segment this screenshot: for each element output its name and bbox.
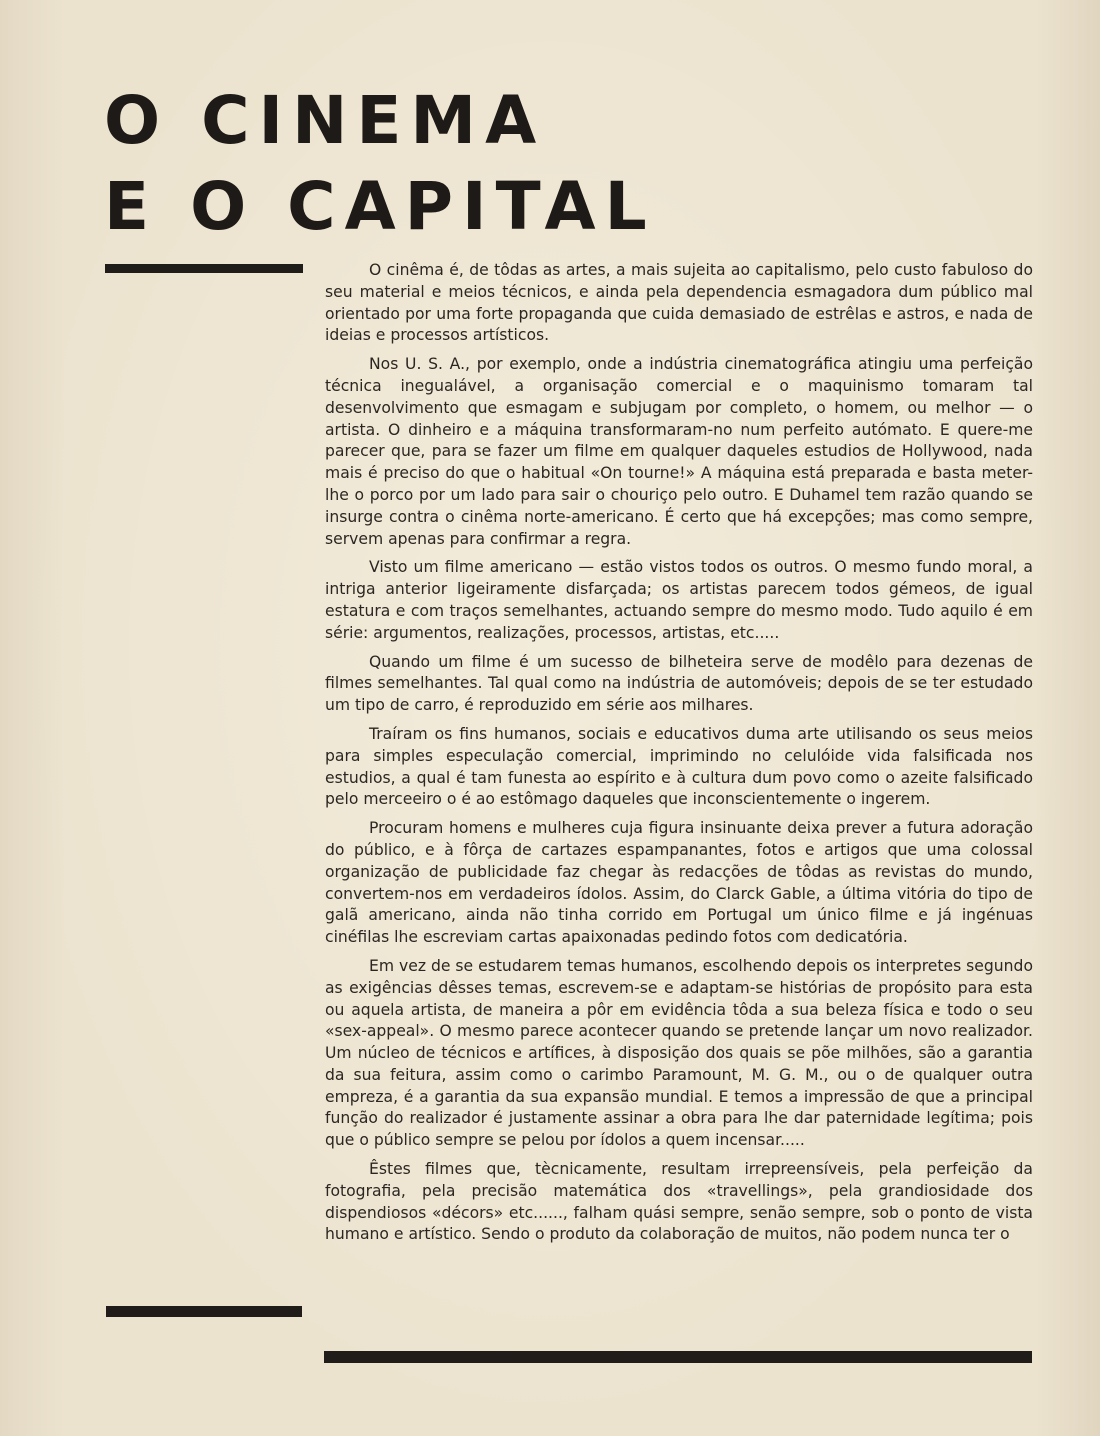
bottom-left-rule (106, 1306, 302, 1317)
paragraph: Quando um filme é um sucesso de bilheteira serve de modêlo para dezenas de filmes semelhantes. Tal qual como na indústria de automóveis; depois de se ter estudado um tipo de carro, é reproduzido em série aos milhares. (325, 652, 1033, 715)
bottom-rule (324, 1351, 1032, 1363)
article-body (325, 260, 1033, 1326)
paragraph: Traíram os fins humanos, sociais e educativos duma arte utilisando os seus meios para simples especulação comercial, imprimindo no celulóide vida falsificada nos estudios, a qual é tam funesta ao espírito e à cultura dum povo como o azeite falsificado pelo merceeiro o é ao estômago daqueles que inconscientemente o ingerem. (325, 724, 1033, 809)
paragraph: O cinêma é, de tôdas as artes, a mais sujeita ao capitalismo, pelo custo fabuloso do seu material e meios técnicos, e ainda pela dependencia esmagadora dum público mal orientado por uma forte propaganda que cuida demasiado de estrêlas e astros, e nada de ideias e processos artísticos. (325, 261, 1033, 345)
paragraph: Procuram homens e mulheres cuja figura insinuante deixa prever a futura adoração do público, e à fôrça de cartazes espampanantes, fotos e artigos que uma colossal organização de publicidade faz chegar às redacções de tôdas as revistas do mundo, convertem-nos em verdadeiros ídolos. Assim, do Clarck Gable, a última vitória do tipo de galã americano, ainda não tinha corrido em Portugal um único filme e já ingénuas cinéfilas lhe escreviam cartas apaixonadas pedindo fotos com dedicatória. (325, 819, 1033, 947)
paragraph: Êstes filmes que, tècnicamente, resultam irrepreensíveis, pela perfeição da fotografia, pela precisão matemática dos «travellings», pela grandiosidade dos dispendiosos «décors» etc......, falham quási sempre, senão sempre, sob o ponto de vista humano e artístico. Sendo o produto da colaboração de muitos, não podem nunca ter o (325, 1160, 1033, 1244)
top-left-rule (105, 264, 303, 273)
paragraph: Nos U. S. A., por exemplo, onde a indústria cinematográfica atingiu uma perfeição técnica inegualável, a organisação comercial e o maquinismo tomaram tal desenvolvimento que esmagam e subjugam por completo, o homem, ou melhor — o artista. O dinheiro e a máquina transformaram-no num perfeito autómato. E quere-me parecer que, para se fazer um filme em qualquer daqueles estudios de Hollywood, nada mais é preciso do que o habitual «On tourne!» A máquina está preparada e basta meter-lhe o porco por um lado para sair o chouriço pelo outro. E Duhamel tem razão quando se insurge contra o cinêma norte-americano. É certo que há excepções; mas como sempre, servem apenas para confirmar a regra. (325, 355, 1033, 548)
article-title (104, 78, 656, 250)
paragraph: Em vez de se estudarem temas humanos, escolhendo depois os interpretes segundo as exigências dêsses temas, escrevem-se e adaptam-se histórias de propósito para esta ou aquela artista, de maneira a pôr em evidência tôda a sua beleza física e todo o seu «sex-appeal». O mesmo parece acontecer quando se pretende lançar um novo realizador. Um núcleo de técnicos e artífices, à disposição dos quais se põe milhões, são a garantia da sua feitura, assim como o carimbo Paramount, M. G. M., ou o de qualquer outra empreza, é a garantia da sua expansão mundial. E temos a impressão de que a principal função do realizador é justamente assinar a obra para lhe dar paternidade legítima; pois que o público sempre se pelou por ídolos a quem incensar..... (325, 956, 1033, 1150)
paragraph: Visto um filme americano — estão vistos todos os outros. O mesmo fundo moral, a intriga anterior ligeiramente disfarçada; os artistas parecem todos gémeos, de igual estatura e com traços semelhantes, actuando sempre do mesmo modo. Tudo aquilo é em série: argumentos, realizações, processos, artistas, etc..... (325, 558, 1033, 642)
title-line-1: O CINEMA (104, 82, 546, 159)
title-line-2: E O CAPITAL (104, 168, 656, 245)
